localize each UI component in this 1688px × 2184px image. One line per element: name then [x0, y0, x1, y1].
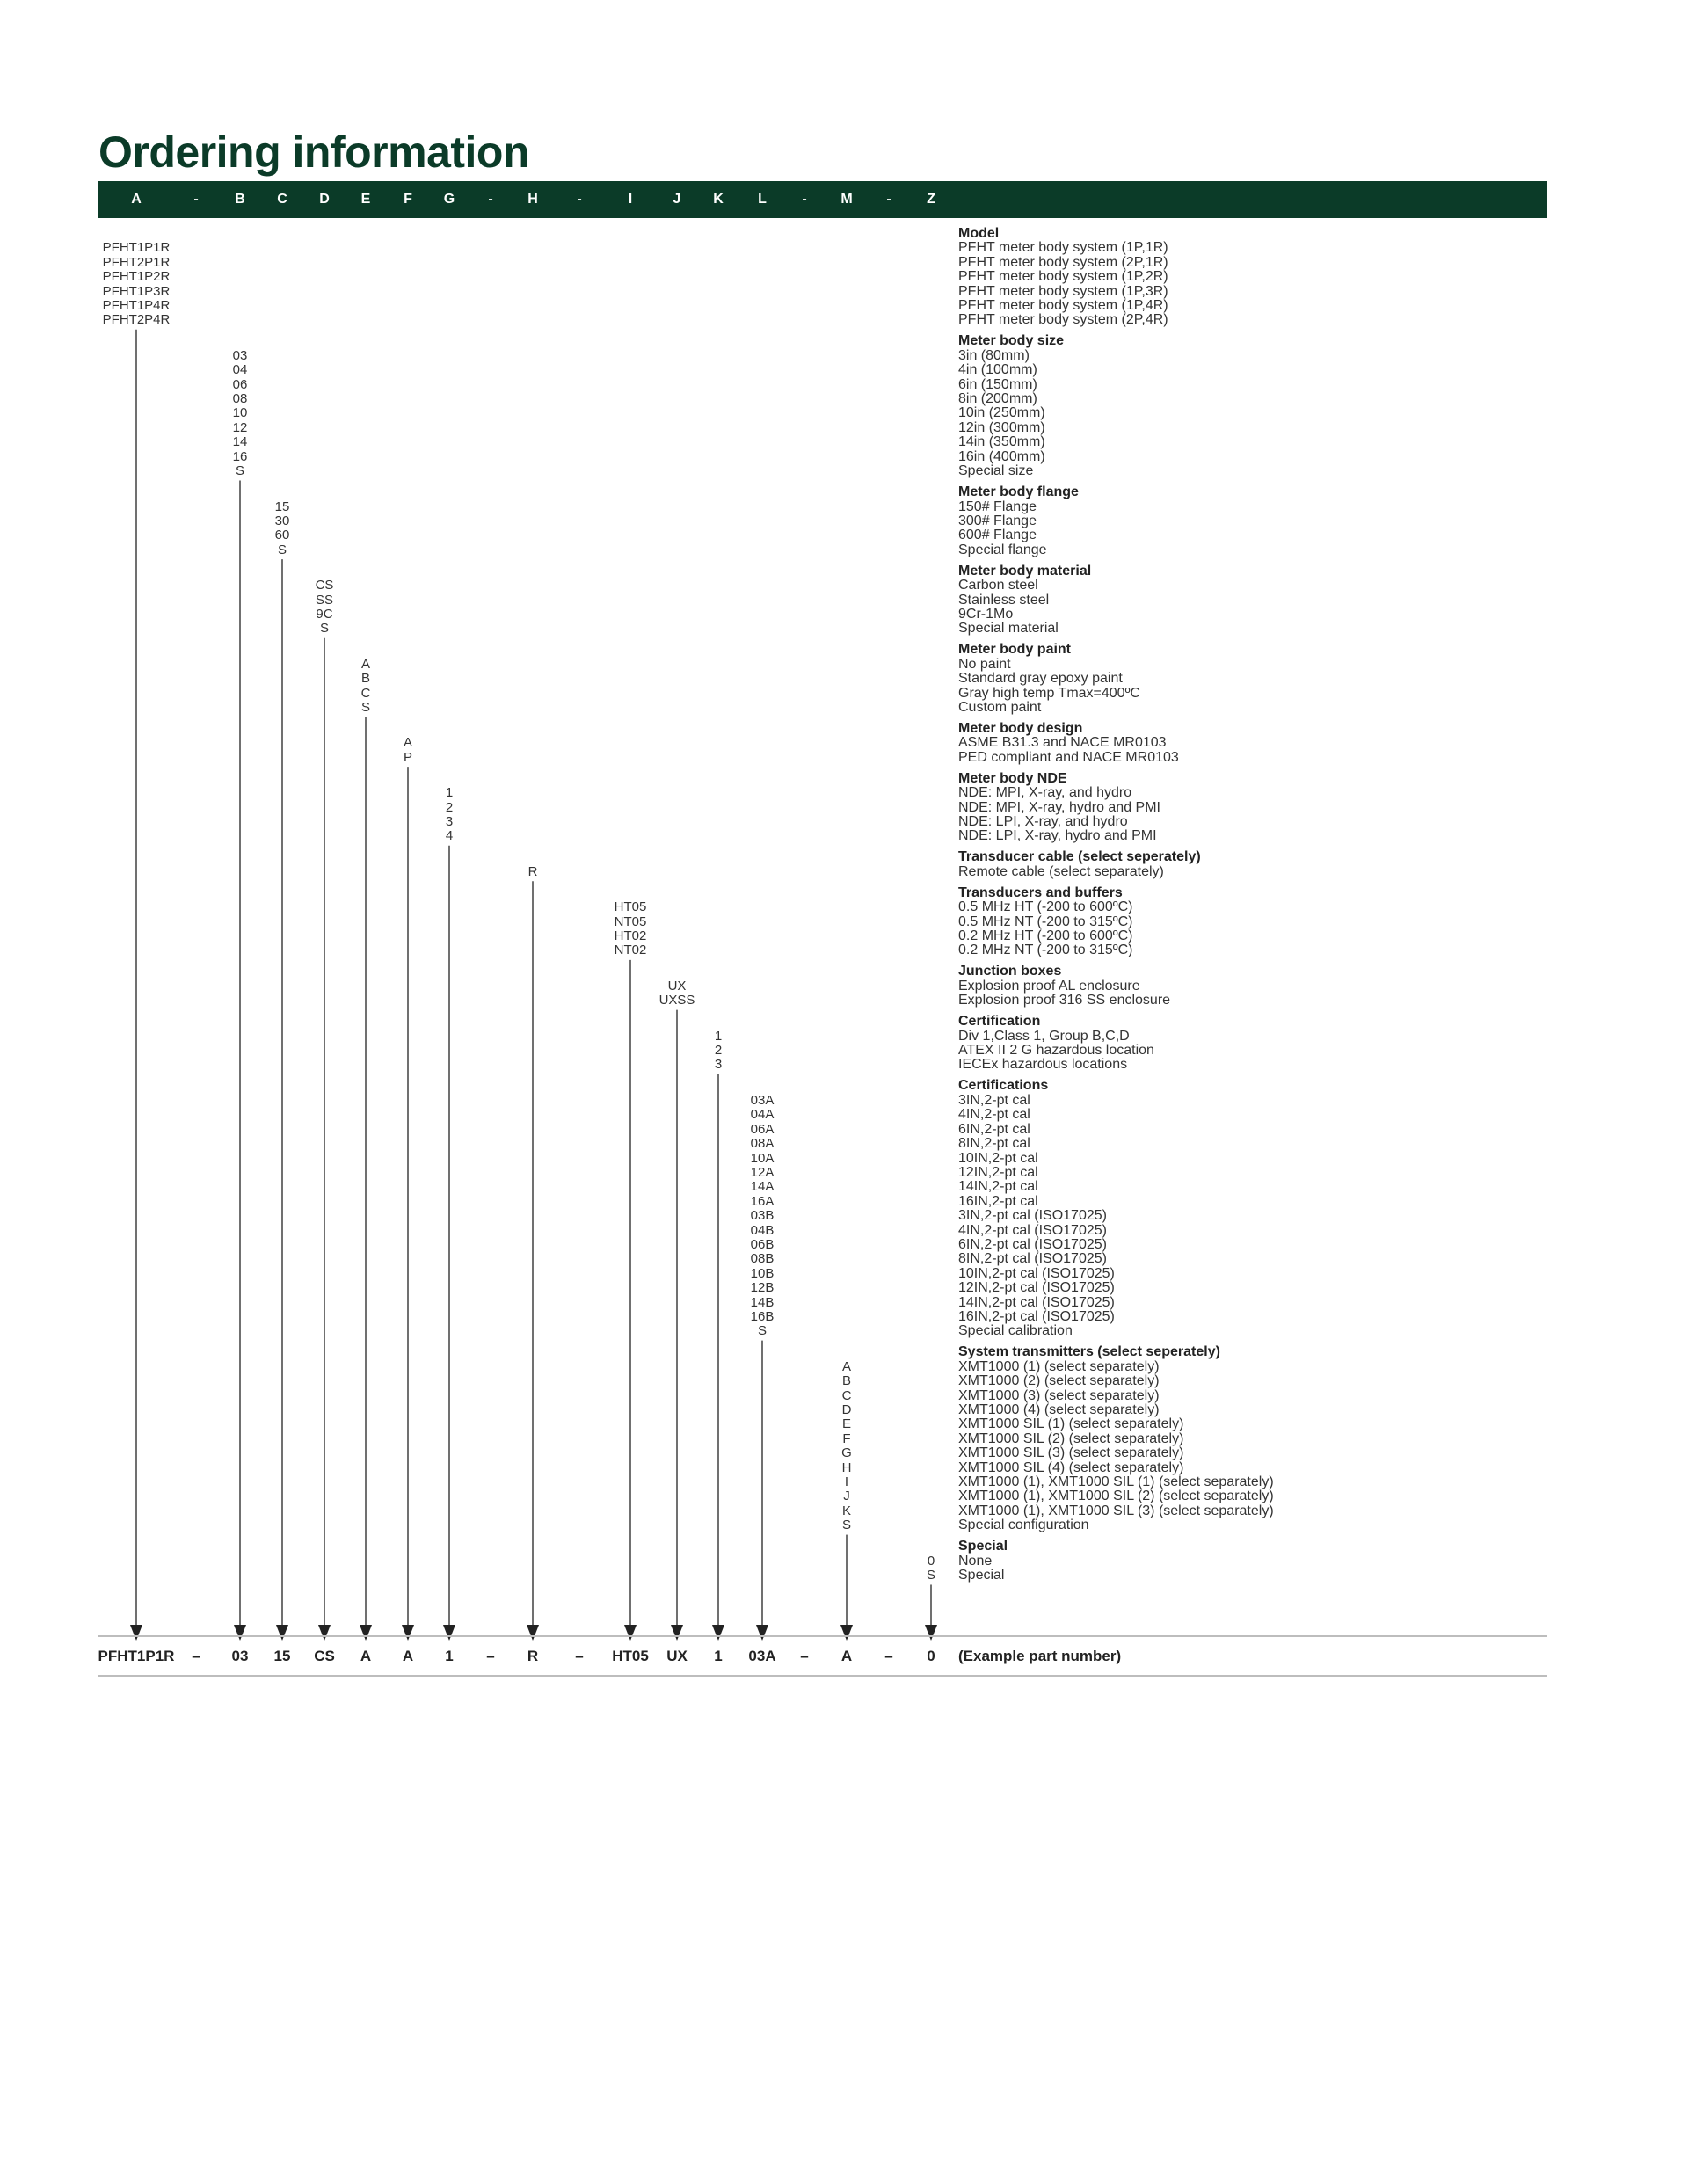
option-description: XMT1000 (1), XMT1000 SIL (3) (select separately) — [958, 1503, 1274, 1518]
option-description: PFHT meter body system (1P,3R) — [958, 283, 1168, 299]
option-description: PFHT meter body system (1P,4R) — [958, 298, 1168, 314]
option-description: 0.2 MHz HT (-200 to 600ºC) — [958, 928, 1133, 944]
option-group-title: Certifications — [958, 1078, 1049, 1094]
option-code: HT05 — [614, 899, 647, 915]
option-group — [958, 227, 1398, 328]
option-code: S — [360, 699, 370, 715]
option-code: 14B — [750, 1294, 775, 1310]
option-description: XMT1000 SIL (4) (select separately) — [958, 1460, 1184, 1475]
option-code: PFHT2P4R — [102, 312, 171, 328]
option-code: J — [843, 1489, 850, 1504]
example-label: (Example part number) — [958, 1648, 1122, 1664]
option-code: 3 — [445, 814, 454, 829]
header-separator: - — [488, 192, 493, 207]
arrow-head-d — [318, 1625, 331, 1641]
option-code: B — [841, 1373, 852, 1389]
option-code: HT02 — [614, 928, 647, 944]
option-description: XMT1000 (1) (select separately) — [958, 1358, 1160, 1374]
option-code: C — [841, 1387, 852, 1403]
option-code: 08 — [232, 391, 248, 407]
option-group — [958, 564, 1398, 637]
option-code: PFHT1P1R — [102, 240, 171, 256]
option-description: 14IN,2-pt cal — [958, 1179, 1038, 1195]
option-code: 30 — [274, 513, 290, 528]
example-code-value: HT05 — [612, 1648, 649, 1664]
option-code: A — [841, 1358, 852, 1374]
option-description: Special configuration — [958, 1518, 1089, 1533]
option-description: 16IN,2-pt cal — [958, 1193, 1038, 1209]
option-code: 1 — [445, 785, 454, 801]
option-code: SS — [315, 592, 333, 608]
header-code-d: D — [319, 192, 330, 207]
option-description: 150# Flange — [958, 499, 1037, 514]
arrow-head-z — [925, 1625, 937, 1641]
option-group-title: Junction boxes — [958, 964, 1062, 979]
option-group-title: Transducers and buffers — [958, 885, 1123, 900]
option-code: 14A — [750, 1179, 775, 1195]
option-code: 16A — [750, 1193, 775, 1209]
option-description: 6IN,2-pt cal (ISO17025) — [958, 1236, 1107, 1252]
example-code-value: A — [402, 1648, 414, 1664]
header-code-f: F — [404, 192, 412, 207]
option-description: Remote cable (select separately) — [958, 863, 1164, 879]
header-code-h: H — [528, 192, 538, 207]
option-code: 12A — [750, 1164, 775, 1180]
option-description: 12in (300mm) — [958, 419, 1045, 435]
option-code: 16 — [232, 448, 248, 464]
header-code-a: A — [131, 192, 142, 207]
example-separator: – — [192, 1648, 200, 1664]
example-code-value: 03 — [231, 1648, 249, 1664]
option-description: 4IN,2-pt cal — [958, 1107, 1030, 1123]
option-group-title: Transducer cable (select seperately) — [958, 849, 1201, 865]
option-description: Custom paint — [958, 699, 1042, 715]
option-group — [958, 1345, 1398, 1532]
header-code-z: Z — [927, 192, 935, 207]
option-code: 08B — [750, 1251, 775, 1267]
arrow-head-c — [276, 1625, 288, 1641]
option-code: 1 — [714, 1028, 723, 1044]
option-description: 12IN,2-pt cal — [958, 1164, 1038, 1180]
option-code: 4 — [445, 828, 454, 844]
option-code: 0 — [927, 1553, 935, 1569]
option-code: UXSS — [658, 993, 695, 1008]
option-description: Gray high temp Tmax=400ºC — [958, 685, 1140, 701]
example-top-rule — [98, 1635, 1547, 1637]
option-description: XMT1000 SIL (2) (select separately) — [958, 1431, 1184, 1446]
option-group-title: System transmitters (select seperately) — [958, 1344, 1220, 1360]
option-description: NDE: LPI, X-ray, and hydro — [958, 814, 1128, 829]
option-code: 03A — [750, 1092, 775, 1108]
header-code-e: E — [360, 192, 371, 207]
option-code: 3 — [714, 1057, 723, 1073]
option-code: C — [360, 685, 371, 701]
option-description: 6in (150mm) — [958, 376, 1037, 392]
header-code-k: K — [713, 192, 724, 207]
option-code: 06A — [750, 1121, 775, 1137]
option-group — [958, 772, 1398, 844]
option-code: 04A — [750, 1107, 775, 1123]
arrow-head-i — [624, 1625, 637, 1641]
option-codes-a — [103, 241, 171, 327]
option-code: 14 — [232, 434, 248, 450]
option-codes-g — [446, 786, 453, 844]
arrow-head-a — [130, 1625, 142, 1641]
arrow-head-f — [402, 1625, 414, 1641]
option-description: Standard gray epoxy paint — [958, 671, 1123, 687]
option-code: A — [360, 656, 370, 672]
option-codes-l — [751, 1094, 775, 1339]
option-description: 0.5 MHz HT (-200 to 600ºC) — [958, 899, 1133, 915]
option-group-title: Special — [958, 1539, 1008, 1554]
option-description: XMT1000 (2) (select separately) — [958, 1373, 1160, 1389]
option-code: F — [842, 1431, 851, 1446]
option-code: NT02 — [614, 943, 647, 958]
option-description: Special calibration — [958, 1323, 1073, 1339]
option-code: 15 — [274, 499, 290, 514]
option-code: H — [841, 1460, 852, 1475]
header-separator: - — [577, 192, 582, 207]
option-code: P — [403, 749, 413, 765]
option-codes-z — [927, 1554, 935, 1583]
header-code-l: L — [758, 192, 767, 207]
option-code: 03 — [232, 347, 248, 363]
arrow-head-j — [671, 1625, 683, 1641]
option-group — [958, 722, 1398, 765]
header-code-m: M — [840, 192, 853, 207]
option-codes-h — [528, 865, 538, 879]
example-code-value: A — [840, 1648, 853, 1664]
option-code: D — [841, 1402, 852, 1417]
option-description: Carbon steel — [958, 578, 1038, 593]
option-code: NT05 — [614, 914, 647, 929]
example-code-value: CS — [314, 1648, 335, 1664]
option-description: NDE: MPI, X-ray, and hydro — [958, 785, 1132, 801]
option-group-title: Model — [958, 226, 1000, 241]
option-description: 16in (400mm) — [958, 448, 1045, 464]
header-code-b: B — [235, 192, 245, 207]
arrow-head-g — [443, 1625, 455, 1641]
option-code: 60 — [274, 528, 290, 543]
option-code: S — [926, 1568, 936, 1583]
option-group-title: Meter body flange — [958, 484, 1079, 500]
option-description: PFHT meter body system (2P,1R) — [958, 254, 1168, 270]
option-code: 2 — [445, 799, 454, 815]
option-code: PFHT2P1R — [102, 254, 171, 270]
option-description: 600# Flange — [958, 528, 1037, 543]
option-description: 16IN,2-pt cal (ISO17025) — [958, 1308, 1115, 1324]
option-code: PFHT1P2R — [102, 269, 171, 285]
example-code-value: 15 — [273, 1648, 291, 1664]
example-code-value: 0 — [927, 1648, 935, 1664]
option-description: 0.5 MHz NT (-200 to 315ºC) — [958, 914, 1133, 929]
option-code: 04B — [750, 1222, 775, 1238]
option-description: 8IN,2-pt cal — [958, 1136, 1030, 1152]
option-description: XMT1000 SIL (3) (select separately) — [958, 1445, 1184, 1461]
option-description: ASME B31.3 and NACE MR0103 — [958, 735, 1167, 751]
option-description: XMT1000 SIL (1) (select separately) — [958, 1416, 1184, 1432]
option-code: R — [528, 863, 538, 879]
option-group — [958, 485, 1398, 557]
arrow-head-h — [527, 1625, 539, 1641]
option-description: Special — [958, 1568, 1005, 1583]
option-description: 9Cr-1Mo — [958, 606, 1014, 622]
option-description: 4in (100mm) — [958, 362, 1037, 378]
option-description: XMT1000 (4) (select separately) — [958, 1402, 1160, 1417]
option-code: UX — [667, 978, 687, 994]
option-code: 16B — [750, 1308, 775, 1324]
option-code: 12 — [232, 419, 248, 435]
option-description: ATEX II 2 G hazardous location — [958, 1043, 1154, 1059]
option-code: 06B — [750, 1236, 775, 1252]
header-separator: - — [193, 192, 199, 207]
option-description: 3in (80mm) — [958, 347, 1030, 363]
option-code: 08A — [750, 1136, 775, 1152]
option-description: 10in (250mm) — [958, 405, 1045, 421]
option-code: S — [277, 542, 287, 557]
option-description: 14IN,2-pt cal (ISO17025) — [958, 1294, 1115, 1310]
header-separator: - — [802, 192, 807, 207]
option-codes-c — [275, 500, 290, 558]
example-bottom-rule — [98, 1675, 1547, 1677]
option-code: CS — [315, 578, 334, 593]
option-description: XMT1000 (1), XMT1000 SIL (1) (select separately) — [958, 1474, 1274, 1490]
header-code-g: G — [443, 192, 455, 207]
option-description: Special size — [958, 463, 1034, 479]
option-description: PED compliant and NACE MR0103 — [958, 749, 1179, 765]
option-group-title: Meter body material — [958, 563, 1092, 579]
option-description: NDE: LPI, X-ray, hydro and PMI — [958, 828, 1157, 844]
example-code-value: R — [527, 1648, 539, 1664]
option-description: 8IN,2-pt cal (ISO17025) — [958, 1251, 1107, 1267]
example-code-value: 1 — [714, 1648, 723, 1664]
option-group-title: Meter body paint — [958, 642, 1072, 658]
option-group-title: Meter body design — [958, 720, 1083, 736]
option-group — [958, 1540, 1398, 1583]
option-description: None — [958, 1553, 993, 1569]
option-description: 14in (350mm) — [958, 434, 1045, 450]
option-group — [958, 334, 1398, 478]
option-codes-e — [361, 658, 371, 716]
option-description: IECEx hazardous locations — [958, 1057, 1128, 1073]
header-code-j: J — [673, 192, 681, 207]
header-separator: - — [886, 192, 891, 207]
option-code: 10A — [750, 1150, 775, 1166]
example-code-value: 03A — [748, 1648, 776, 1664]
option-description: No paint — [958, 656, 1011, 672]
example-code-value: PFHT1P1R — [98, 1648, 175, 1664]
option-code: 10 — [232, 405, 248, 421]
option-code: S — [841, 1518, 852, 1533]
option-group-title: Meter body size — [958, 333, 1065, 349]
option-code: 12B — [750, 1280, 775, 1296]
option-description: Stainless steel — [958, 592, 1050, 608]
option-code: 04 — [232, 362, 248, 378]
example-separator: – — [800, 1648, 809, 1664]
option-code: S — [757, 1323, 768, 1339]
option-description: 8in (200mm) — [958, 391, 1037, 407]
option-group — [958, 643, 1398, 715]
arrow-head-b — [234, 1625, 246, 1641]
option-code: E — [841, 1416, 852, 1432]
option-description: PFHT meter body system (1P,1R) — [958, 240, 1168, 256]
option-code: S — [235, 463, 244, 479]
option-description: 10IN,2-pt cal (ISO17025) — [958, 1265, 1115, 1281]
option-codes-j — [659, 979, 695, 1008]
option-codes-f — [404, 736, 412, 765]
option-description: Explosion proof AL enclosure — [958, 978, 1140, 994]
option-description: 0.2 MHz NT (-200 to 315ºC) — [958, 943, 1133, 958]
option-description: XMT1000 (3) (select separately) — [958, 1387, 1160, 1403]
option-group — [958, 850, 1398, 879]
arrow-head-e — [360, 1625, 372, 1641]
option-description: 3IN,2-pt cal — [958, 1092, 1030, 1108]
option-group — [958, 965, 1398, 1008]
option-codes-k — [715, 1030, 722, 1073]
option-description: Special flange — [958, 542, 1047, 557]
option-description: 4IN,2-pt cal (ISO17025) — [958, 1222, 1107, 1238]
option-description: Explosion proof 316 SS enclosure — [958, 993, 1171, 1008]
option-description: 10IN,2-pt cal — [958, 1150, 1038, 1166]
example-code-value: UX — [666, 1648, 688, 1664]
arrow-head-m — [840, 1625, 853, 1641]
option-description: Div 1,Class 1, Group B,C,D — [958, 1028, 1130, 1044]
option-code: I — [844, 1474, 849, 1490]
option-codes-m — [841, 1360, 852, 1533]
option-codes-b — [233, 349, 248, 479]
option-description: PFHT meter body system (1P,2R) — [958, 269, 1168, 285]
option-description: 6IN,2-pt cal — [958, 1121, 1030, 1137]
option-group-title: Certification — [958, 1014, 1041, 1030]
option-description: PFHT meter body system (2P,4R) — [958, 312, 1168, 328]
option-codes-i — [615, 900, 647, 958]
option-group-title: Meter body NDE — [958, 770, 1067, 786]
option-code: PFHT1P4R — [102, 298, 171, 314]
option-group — [958, 1015, 1398, 1073]
description-list — [958, 227, 1398, 1590]
option-description: 3IN,2-pt cal (ISO17025) — [958, 1208, 1107, 1224]
option-code: 2 — [714, 1043, 723, 1059]
option-group — [958, 1079, 1398, 1338]
option-description: 300# Flange — [958, 513, 1037, 528]
arrow-head-l — [756, 1625, 768, 1641]
option-code: G — [841, 1445, 852, 1461]
option-description: XMT1000 (1), XMT1000 SIL (2) (select separately) — [958, 1489, 1274, 1504]
example-separator: – — [575, 1648, 584, 1664]
option-code: 06 — [232, 376, 248, 392]
option-code: 03B — [750, 1208, 775, 1224]
page-title: Ordering information — [98, 127, 529, 177]
option-code: K — [841, 1503, 852, 1518]
option-description: NDE: MPI, X-ray, hydro and PMI — [958, 799, 1160, 815]
option-group — [958, 886, 1398, 958]
header-code-i: I — [628, 192, 633, 207]
option-code: A — [403, 735, 413, 751]
example-separator: – — [884, 1648, 893, 1664]
option-code: S — [319, 621, 329, 637]
option-code: 9C — [316, 606, 333, 622]
header-code-c: C — [277, 192, 287, 207]
option-code: B — [360, 671, 370, 687]
option-description: 12IN,2-pt cal (ISO17025) — [958, 1280, 1115, 1296]
option-codes-d — [316, 579, 334, 637]
example-separator: – — [486, 1648, 495, 1664]
arrow-head-k — [712, 1625, 724, 1641]
example-code-value: 1 — [445, 1648, 454, 1664]
example-code-value: A — [360, 1648, 372, 1664]
option-description: Special material — [958, 621, 1059, 637]
option-code: 10B — [750, 1265, 775, 1281]
option-code: PFHT1P3R — [102, 283, 171, 299]
